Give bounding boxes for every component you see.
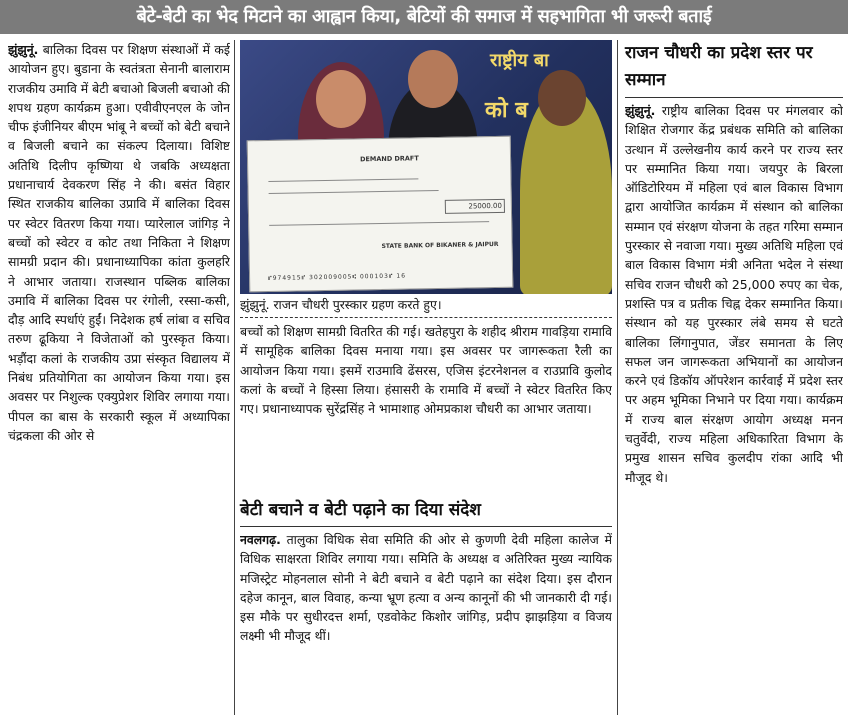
cheque-micr: ⑈974915⑈ 302009005⑆ 000103⑈ 16	[268, 272, 407, 282]
cheque-amount: 25000.00	[445, 199, 505, 214]
award-photo	[240, 40, 612, 294]
article-body: बच्चों को शिक्षण सामग्री वितरित की गई। खतेहपुरा के शहीद श्रीराम गावड़िया रामावि में सामूहिक बालिका दिवस मनाया गया। इस अवसर पर जागरूकता रैली का आयोजन किया गया। इसमें राउमावि ढेंसरस, एजिस इंटरनेशनल व राउप्रावि कुलोद कलां के बच्चों ने हिस्सा लिया। हंसासरी के रामावि में बच्चों ने स्वेटर वितरित किए गए। प्रधानाध्यापक सुरेंद्रसिंह ने भामाशाह ओमप्रकाश चौधरी का आभार जताया।	[240, 324, 612, 417]
photo-backdrop-text-2: को ब	[485, 98, 528, 123]
headline-divider	[240, 526, 612, 527]
photo-caption: झुंझुनूं. राजन चौधरी पुरस्कार ग्रहण करते हुए।	[240, 297, 442, 312]
article-body: तालुका विधिक सेवा समिति की ओर से कुणणी देवी महिला कालेज में विधिक साक्षरता शिविर लगाया गया। समिति के अध्यक्ष व अतिरिक्त मुख्य न्यायिक मजिस्ट्रेट मोहनलाल सोनी ने बेटी बचाने व बेटी पढ़ाने का संदेश दिया। इस दौरान दहेज कानून, बाल विवाह, कन्या भ्रूण हत्या व अन्य कानूनों की भी जानकारी दी गई। इस मौके पर सुधीरदत्त शर्मा, एडवोकेट किशोर जांगिड़, प्रदीप झाझड़िया व विजय लक्ष्मी भी मौजूद थीं।	[240, 532, 612, 644]
caption-divider	[240, 317, 612, 318]
cheque-line	[269, 190, 439, 194]
dateline: झुंझुनूं.	[625, 103, 656, 118]
article-headline-legal-camp: बेटी बचाने व बेटी पढ़ाने का दिया संदेश	[240, 500, 481, 520]
cheque-line	[268, 178, 418, 182]
dateline: झुंझुनूं.	[8, 42, 39, 57]
article-column-2-legal-camp	[240, 530, 612, 715]
article-body: बालिका दिवस पर शिक्षण संस्थाओं में कई आयोजन हुए। बुडाना के स्वतंत्रता सेनानी बालाराम राजकीय उमावि में बेटी बचाओ बिजली बचाओ की शपथ ग्रहण कार्यक्रम हुआ। एवीवीएनएल के जोन चीफ इंजीनियर बीएम भांबू ने बच्चों को बेटी बचाने व बिजली बचाने का संकल्प दिलाया। विशिष्ट अतिथि दिलीप कृष्णिया थे जबकि अध्यक्षता प्रधानाचार्य देवकरण सिंह ने की। बसंत विहार स्थित राजकीय बालिका उप्रावि में बालिका दिवस पर स्वेटर वितरण किया गया। प्यारेलाल जांगिड़ ने बच्चों को स्वेटर व कोट तथा निकिता ने शिक्षण सामग्री प्रदान की। प्रधानाध्यापिका कांता कुलहरि ने आभार जताया। राजस्थान पब्लिक बालिका उमावि में बालिका दिवस पर रंगोली, रस्सा-कसी, दौड़ आदि स्पर्धाएं हुईं। निदेशक हर्ष लांबा व सचिव तरुण ढूकिया ने विजेताओं को पुरस्कृत किया। भड़ौंदा कलां के राजकीय उप्रा संस्कृत विद्यालय में निबंध प्रतियोगिता का आयोजन किया गया। इस अवसर पर निशुल्क एक्युप्रेशर शिविर लगाया गया। पीपल का बास के सरकारी स्कूल में अध्यापिका चंद्रकला की ओर से	[8, 42, 230, 443]
cheque-line	[269, 221, 489, 226]
demand-draft-cheque	[247, 136, 514, 293]
cheque-bank: STATE BANK OF BIKANER & JAIPUR	[381, 240, 499, 250]
column-divider	[617, 40, 618, 715]
dateline: नवलगढ़.	[240, 532, 281, 547]
headline-divider	[625, 97, 843, 98]
person-man-center-head	[408, 50, 458, 108]
page-banner-headline: बेटे-बेटी का भेद मिटाने का आह्वान किया, बेटियों की समाज में सहभागिता भी जरूरी बताई	[0, 0, 848, 34]
photo-backdrop-text: राष्ट्रीय बा	[490, 50, 549, 71]
person-woman-left-head	[316, 70, 366, 128]
article-column-2-continued	[240, 322, 612, 494]
cheque-title: DEMAND DRAFT	[359, 154, 419, 164]
article-column-3	[625, 101, 843, 715]
person-woman-right-head	[538, 70, 586, 126]
article-body: राष्ट्रीय बालिका दिवस पर मंगलवार को शिक्षित रोजगार केंद्र प्रबंधक समिति को बालिका उत्थान में उल्लेखनीय कार्य करने पर राज्य स्तर पर सम्मानित किया गया। जयपुर के बिरला ऑडिटोरियम में महिला एवं बाल विकास विभाग द्वारा आयोजित कार्यक्रम में संस्थान को बालिका सम्मान एवं संरक्षण योजना के तहत गरिमा सम्मान पुरस्कार से नवाजा गया। मुख्य अतिथि महिला एवं बाल विकास विभाग मंत्री अनिता भदेल ने संस्था सचिव राजन चौधरी को 25,000 रुपए का चेक, प्रशस्ति पत्र व प्रतीक चिह्न देकर सम्मानित किया। संस्थान को यह पुरस्कार लंबे समय से घटते बालिका लिंगानुपात, जेंडर समानता के लिए सफल जन जागरूकता अभियानों का आयोजन करने एवं डिकॉय ऑपरेशन कार्रवाई में प्रदेश स्तर पर अहम भूमिका निभाने पर दिया गया। कार्यक्रम में राज्य बाल संरक्षण आयोग अध्यक्ष मनन चतुर्वेदी, राज्य महिला अधिकारिता विभाग के प्रमुख शासन सचिव कुलदीप रांका आदि भी मौजूद थे।	[625, 103, 843, 485]
article-headline-award: राजन चौधरी का प्रदेश स्तर पर सम्मान	[625, 43, 813, 90]
column-divider	[234, 40, 235, 715]
article-column-1	[8, 40, 230, 715]
